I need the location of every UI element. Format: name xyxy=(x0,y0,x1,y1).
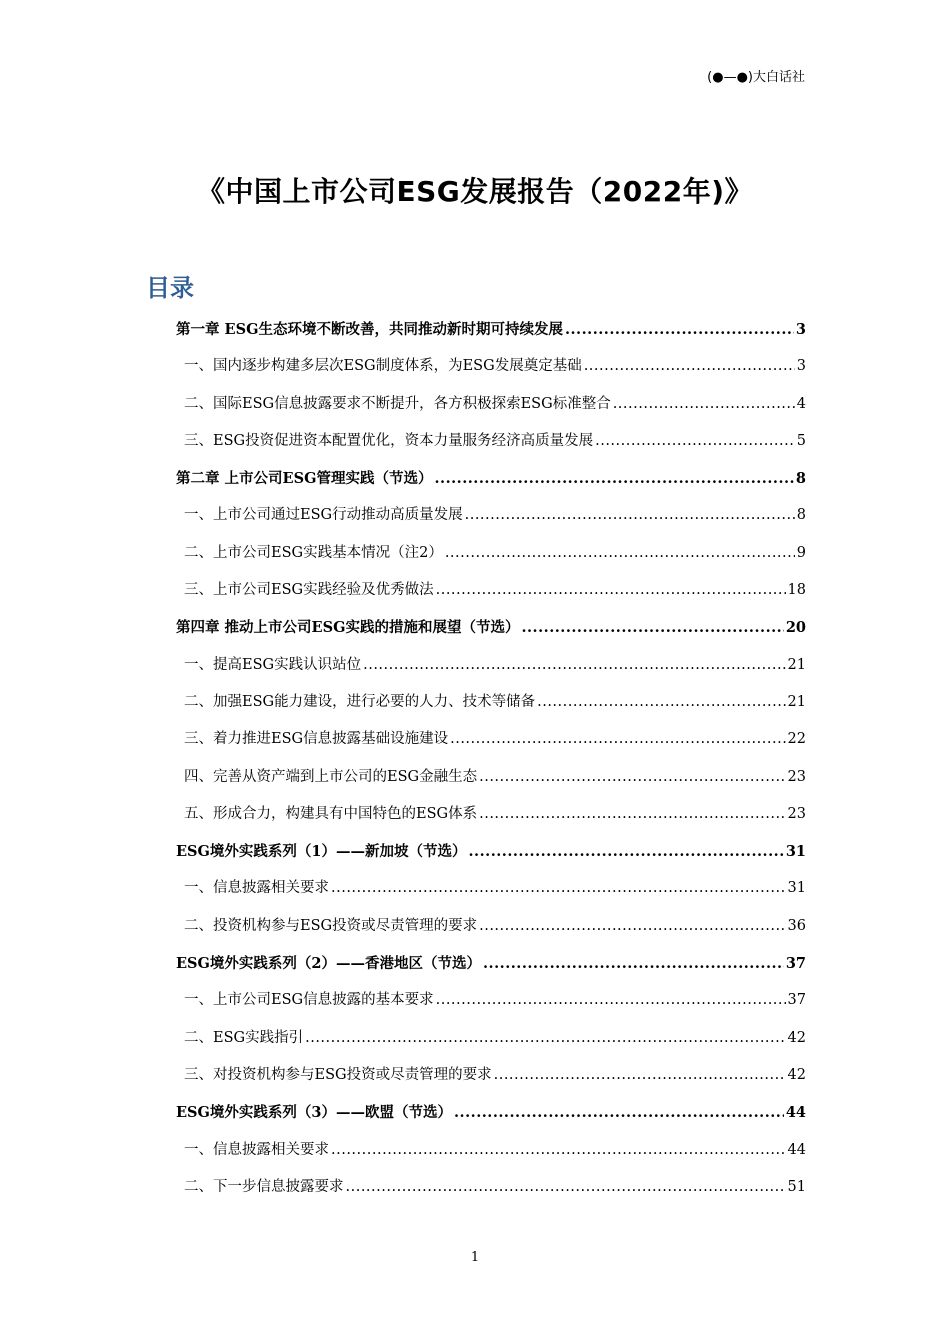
toc-entry-text: ESG境外实践系列（3）——欧盟（节选） xyxy=(176,1104,452,1122)
toc-entry-singapore[interactable] xyxy=(176,833,806,870)
toc-entry-page: 18 xyxy=(787,582,806,599)
toc-entry-section[interactable] xyxy=(176,386,806,423)
toc-entry-chapter-4[interactable] xyxy=(176,609,806,646)
toc-entry-page: 37 xyxy=(787,992,806,1009)
toc-leader-dots xyxy=(584,348,795,385)
toc-entry-page: 36 xyxy=(787,917,806,934)
toc-leader-dots xyxy=(479,796,785,833)
toc-entry-page: 3 xyxy=(795,321,806,338)
toc-leader-dots xyxy=(595,423,795,460)
toc-entry-text: 四、完善从资产端到上市公司的ESG金融生态 xyxy=(184,768,478,785)
toc-leader-dots xyxy=(469,833,784,870)
toc-entry-text: 一、上市公司通过ESG行动推动高质量发展 xyxy=(184,507,463,524)
toc-entry-page: 37 xyxy=(785,955,806,973)
toc-leader-dots xyxy=(613,386,795,423)
toc-entry-page: 44 xyxy=(787,1141,806,1158)
toc-entry-text: 第二章 上市公司ESG管理实践（节选） xyxy=(176,470,433,488)
toc-leader-dots xyxy=(565,311,794,348)
toc-leader-dots xyxy=(445,535,795,572)
toc-entry-section[interactable] xyxy=(176,423,806,460)
toc-leader-dots xyxy=(483,945,784,982)
toc-entry-section[interactable] xyxy=(176,1057,806,1094)
toc-entry-page: 42 xyxy=(787,1066,806,1083)
toc-entry-section[interactable] xyxy=(176,870,806,907)
toc-leader-dots xyxy=(465,497,795,534)
toc-entry-text: 一、提高ESG实践认识站位 xyxy=(184,656,362,673)
toc-entry-text: 一、信息披露相关要求 xyxy=(184,1141,329,1158)
toc-entry-text: 三、ESG投资促进资本配置优化，资本力量服务经济高质量发展 xyxy=(184,432,594,449)
document-title: 《中国上市公司ESG发展报告（2022年)》 xyxy=(196,175,753,208)
toc-entry-section[interactable] xyxy=(176,684,806,721)
toc-entry-section[interactable] xyxy=(176,497,806,534)
toc-entry-section[interactable] xyxy=(176,1020,806,1057)
toc-entry-text: 二、下一步信息披露要求 xyxy=(184,1178,344,1195)
toc-entry-page: 23 xyxy=(787,805,806,822)
toc-entry-section[interactable] xyxy=(176,1132,806,1169)
toc-leader-dots xyxy=(434,460,793,497)
toc-entry-eu[interactable] xyxy=(176,1094,806,1131)
toc-entry-text: ESG境外实践系列（2）——香港地区（节选） xyxy=(176,955,481,973)
toc-entry-text: 二、投资机构参与ESG投资或尽责管理的要求 xyxy=(184,917,478,934)
toc-entry-text: 一、上市公司ESG信息披露的基本要求 xyxy=(184,992,434,1009)
toc-entry-text: 三、对投资机构参与ESG投资或尽责管理的要求 xyxy=(184,1066,492,1083)
toc-leader-dots xyxy=(363,647,785,684)
toc-entry-page: 20 xyxy=(785,619,806,637)
toc-entry-page: 3 xyxy=(796,358,806,375)
toc-entry-page: 21 xyxy=(787,656,806,673)
toc-leader-dots xyxy=(436,572,786,609)
toc-entry-section[interactable] xyxy=(176,572,806,609)
header-brand: (●—●)大白话社 xyxy=(707,70,805,85)
toc-entry-text: 一、国内逐步构建多层次ESG制度体系，为ESG发展奠定基础 xyxy=(184,358,582,375)
toc-entry-chapter-1[interactable] xyxy=(176,311,806,348)
toc-entry-text: 三、着力推进ESG信息披露基础设施建设 xyxy=(184,731,449,748)
toc-entry-section[interactable] xyxy=(176,721,806,758)
toc-heading: 目录 xyxy=(146,274,194,302)
toc-entry-text: 第四章 推动上市公司ESG实践的措施和展望（节选） xyxy=(176,619,520,637)
toc-entry-text: 第一章 ESG生态环境不断改善，共同推动新时期可持续发展 xyxy=(176,321,563,338)
toc-entry-hong-kong[interactable] xyxy=(176,945,806,982)
toc-entry-page: 4 xyxy=(796,395,806,412)
toc-leader-dots xyxy=(479,759,785,796)
toc-leader-dots xyxy=(346,1169,786,1206)
toc-entry-page: 42 xyxy=(787,1029,806,1046)
toc-leader-dots xyxy=(331,1132,786,1169)
toc-entry-section[interactable] xyxy=(176,982,806,1019)
toc-leader-dots xyxy=(479,908,785,945)
table-of-contents xyxy=(176,311,806,1206)
toc-entry-section[interactable] xyxy=(176,535,806,572)
toc-entry-section[interactable] xyxy=(176,1169,806,1206)
toc-leader-dots xyxy=(537,684,785,721)
toc-entry-page: 22 xyxy=(787,731,806,748)
toc-entry-page: 21 xyxy=(787,693,806,710)
toc-entry-section[interactable] xyxy=(176,759,806,796)
toc-entry-page: 8 xyxy=(795,470,806,488)
toc-leader-dots xyxy=(305,1020,785,1057)
toc-entry-page: 31 xyxy=(787,880,806,897)
toc-leader-dots xyxy=(450,721,785,758)
toc-entry-page: 9 xyxy=(796,544,806,561)
toc-entry-text: 三、上市公司ESG实践经验及优秀做法 xyxy=(184,582,434,599)
toc-entry-page: 5 xyxy=(796,432,806,449)
toc-entry-page: 8 xyxy=(796,507,806,524)
toc-leader-dots xyxy=(454,1094,784,1131)
toc-entry-section[interactable] xyxy=(176,647,806,684)
toc-leader-dots xyxy=(494,1057,786,1094)
toc-entry-page: 44 xyxy=(785,1104,806,1122)
toc-entry-text: 二、国际ESG信息披露要求不断提升，各方积极探索ESG标准整合 xyxy=(184,395,611,412)
toc-entry-text: 二、加强ESG能力建设，进行必要的人力、技术等储备 xyxy=(184,693,536,710)
toc-entry-page: 31 xyxy=(785,843,806,861)
toc-entry-page: 23 xyxy=(787,768,806,785)
page-number: 1 xyxy=(470,1250,480,1265)
toc-entry-text: 二、ESG实践指引 xyxy=(184,1029,304,1046)
toc-leader-dots xyxy=(436,982,786,1019)
toc-entry-section[interactable] xyxy=(176,796,806,833)
toc-leader-dots xyxy=(521,609,783,646)
toc-entry-section[interactable] xyxy=(176,908,806,945)
toc-entry-text: 五、形成合力，构建具有中国特色的ESG体系 xyxy=(184,805,478,822)
toc-entry-section[interactable] xyxy=(176,348,806,385)
toc-leader-dots xyxy=(331,870,786,907)
toc-entry-text: ESG境外实践系列（1）——新加坡（节选） xyxy=(176,843,467,861)
toc-entry-text: 二、上市公司ESG实践基本情况（注2） xyxy=(184,544,443,561)
toc-entry-chapter-2[interactable] xyxy=(176,460,806,497)
toc-entry-text: 一、信息披露相关要求 xyxy=(184,880,329,897)
toc-entry-page: 51 xyxy=(787,1178,806,1195)
